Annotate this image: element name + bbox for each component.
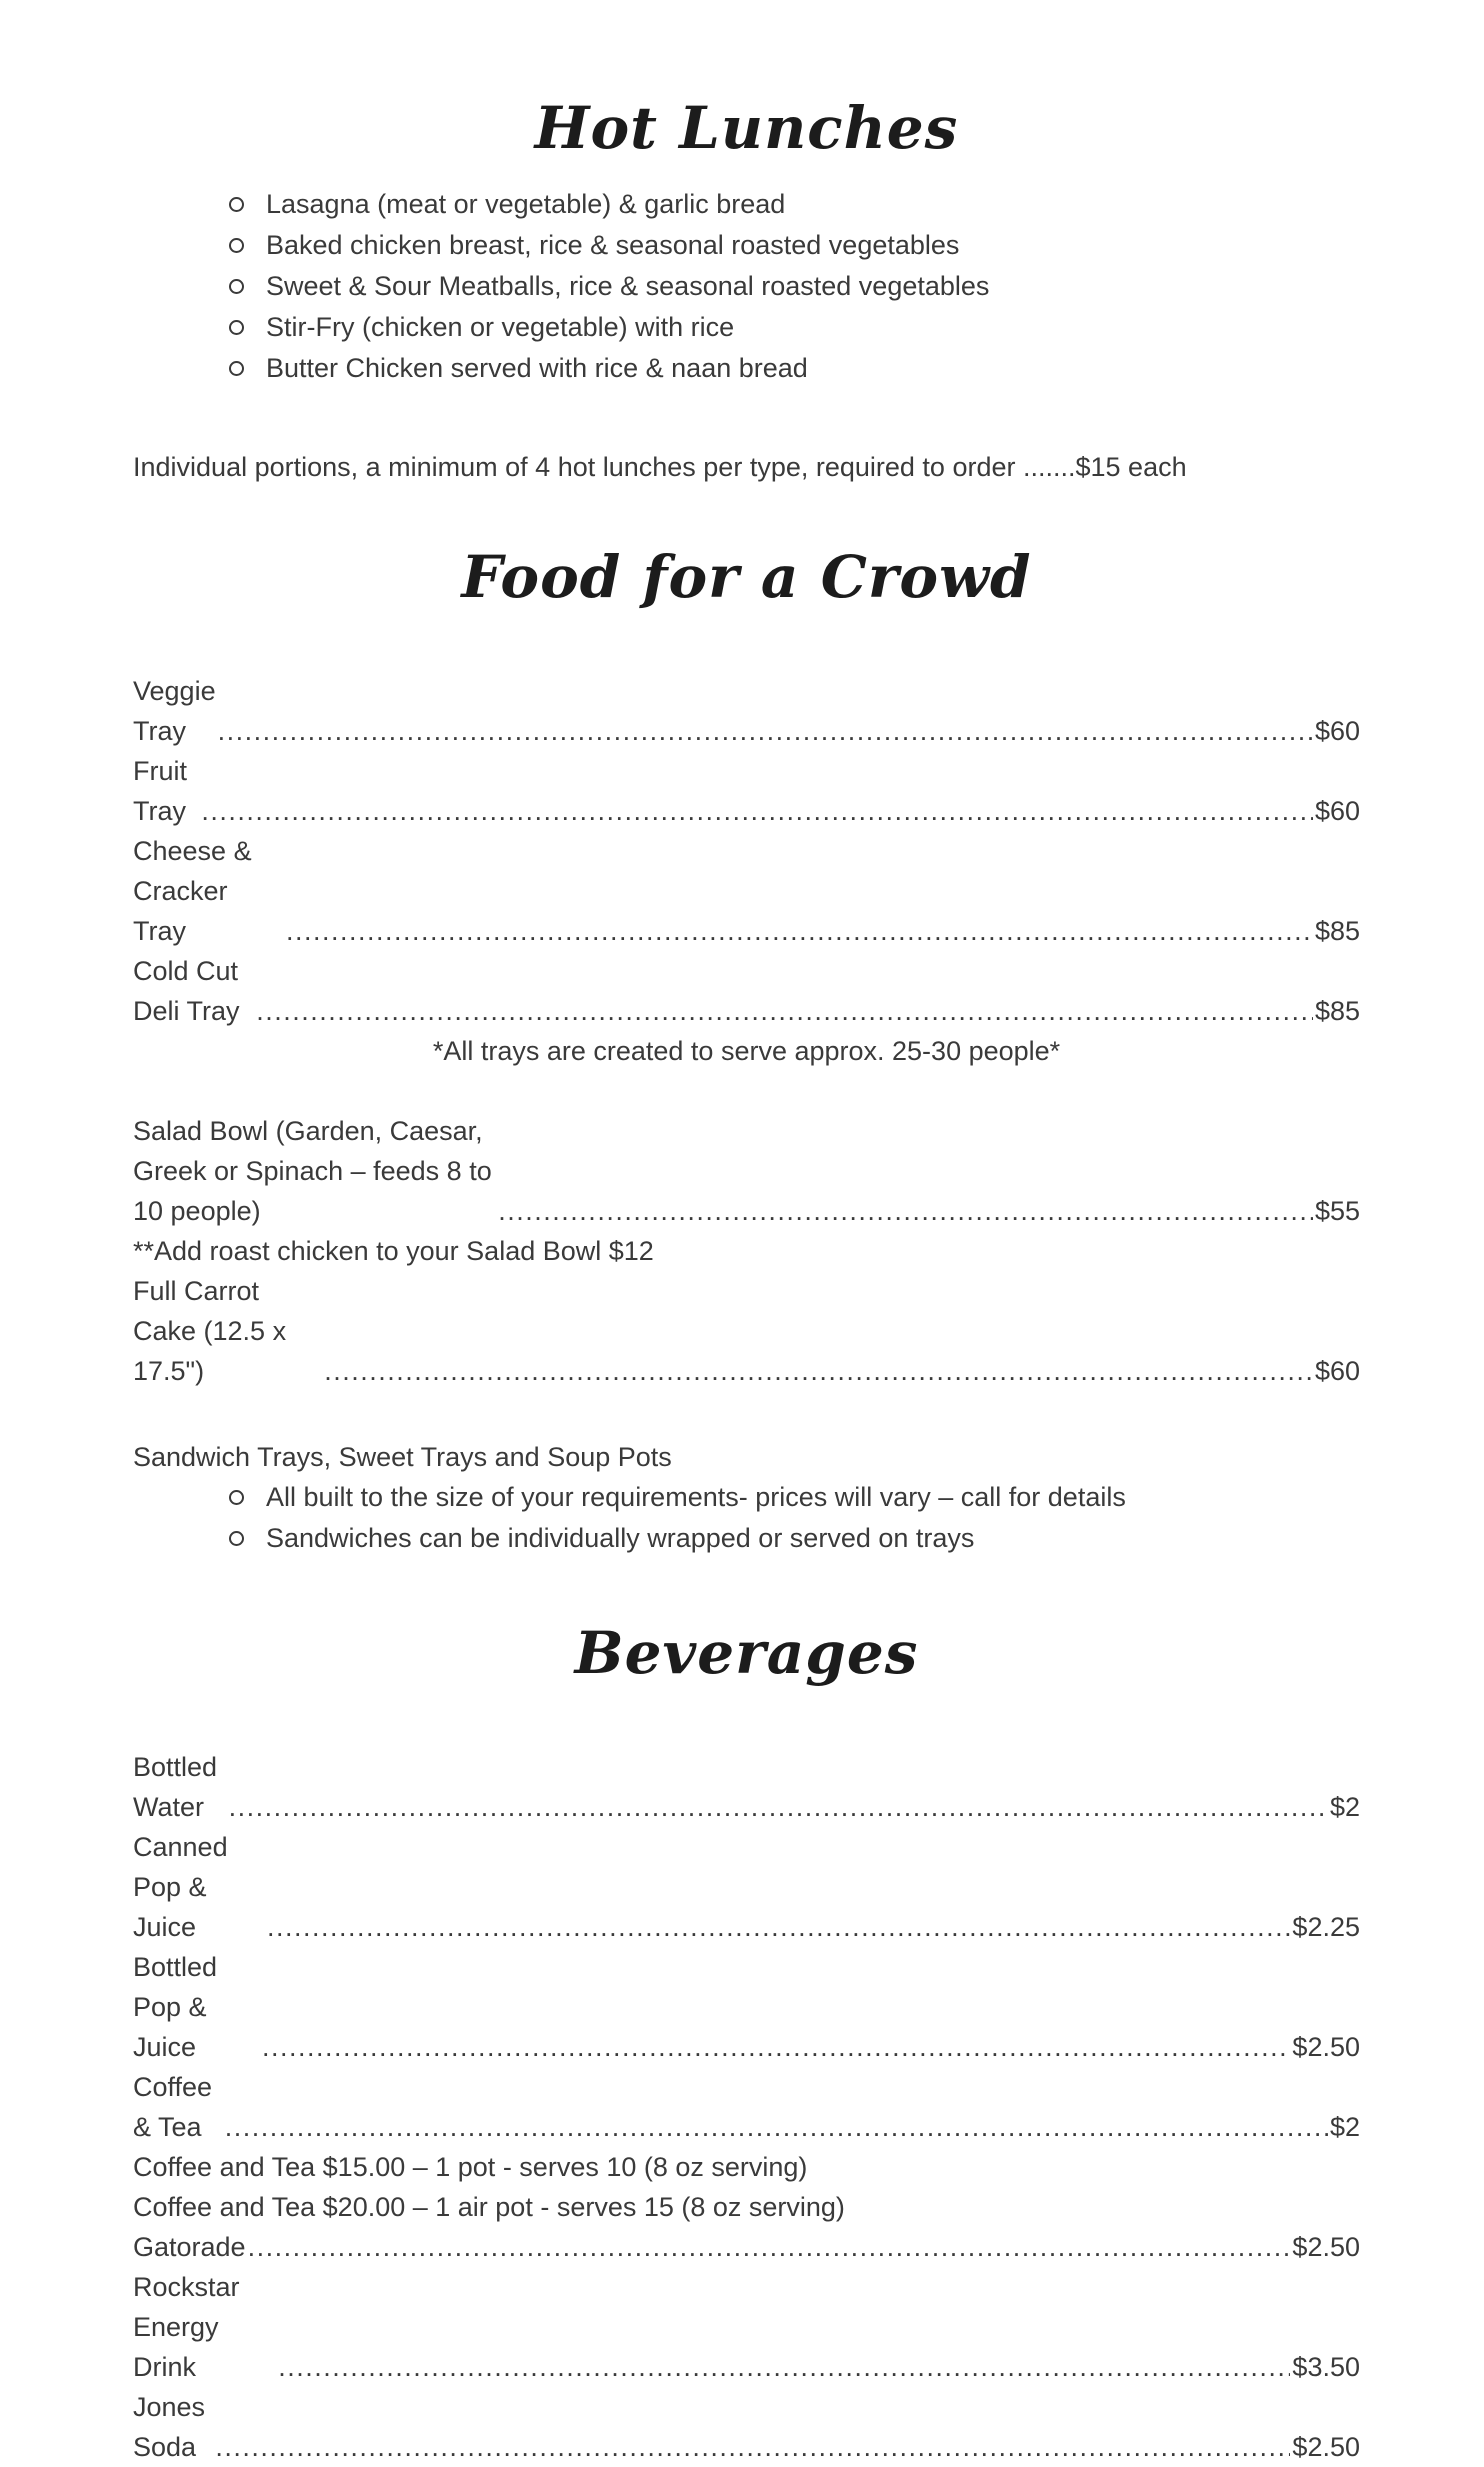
extra-price-list bbox=[133, 1111, 1360, 1391]
custom-order-item-label: Sandwiches can be individually wrapped or served on trays bbox=[266, 1523, 975, 1553]
section-food-for-a-crowd bbox=[133, 541, 1360, 1559]
spacer bbox=[133, 1391, 1360, 1437]
hot-lunch-item-label: Lasagna (meat or vegetable) & garlic bread bbox=[266, 189, 786, 219]
item-price: $60 bbox=[1314, 716, 1360, 746]
hot-lunch-item bbox=[133, 307, 1360, 348]
item-label: Bottled Water bbox=[133, 1752, 225, 1822]
item-price: $60 bbox=[1314, 796, 1360, 826]
dot-leader bbox=[498, 1191, 1313, 1231]
item-label: **Add roast chicken to your Salad Bowl $12 bbox=[133, 1236, 654, 1266]
item-label: Bottled Pop & Juice bbox=[133, 1952, 225, 2062]
dot-leader bbox=[324, 1351, 1313, 1391]
price-row bbox=[133, 1271, 1360, 1391]
item-label: Veggie Tray bbox=[133, 676, 223, 746]
dot-leader bbox=[218, 711, 1313, 751]
hot-lunch-item bbox=[133, 225, 1360, 266]
dot-leader bbox=[286, 911, 1313, 951]
item-label: Coffee and Tea $15.00 – 1 pot - serves 10 (8 oz serving) bbox=[133, 2152, 808, 2182]
section-hot-lunches bbox=[133, 92, 1360, 487]
hot-lunch-item-label: Baked chicken breast, rice & seasonal roasted vegetables bbox=[266, 230, 960, 260]
item-label: Coffee and Tea $20.00 – 1 air pot - serves 15 (8 oz serving) bbox=[133, 2192, 845, 2222]
item-price: $2.50 bbox=[1292, 2032, 1360, 2062]
price-row bbox=[133, 671, 1360, 751]
hot-lunches-list bbox=[133, 184, 1360, 389]
item-label: Fruit Tray bbox=[133, 756, 195, 826]
spacer bbox=[133, 1071, 1360, 1111]
tray-serving-note: *All trays are created to serve approx. 25-30 people* bbox=[432, 1036, 1061, 1066]
hot-lunch-item bbox=[133, 184, 1360, 225]
dot-leader bbox=[278, 2347, 1290, 2387]
item-price: $85 bbox=[1314, 996, 1360, 1026]
circle-bullet-icon bbox=[229, 197, 244, 212]
item-label: Cheese & Cracker Tray bbox=[133, 836, 260, 946]
price-row bbox=[133, 1111, 1360, 1231]
item-price: $2.50 bbox=[1292, 2432, 1360, 2462]
hot-lunch-item-label: Stir-Fry (chicken or vegetable) with rice bbox=[266, 312, 735, 342]
custom-orders-list bbox=[133, 1477, 1360, 1559]
hot-lunch-item-label: Sweet & Sour Meatballs, rice & seasonal roasted vegetables bbox=[266, 271, 990, 301]
hot-lunch-item bbox=[133, 266, 1360, 307]
price-row bbox=[133, 2387, 1360, 2467]
dot-leader bbox=[225, 2107, 1328, 2147]
price-row bbox=[133, 951, 1360, 1031]
order-note-price: $15 each bbox=[1075, 452, 1187, 482]
dot-leader bbox=[229, 1787, 1328, 1827]
dot-leader bbox=[248, 2227, 1291, 2267]
price-row bbox=[133, 2227, 1360, 2267]
order-note-text: Individual portions, a minimum of 4 hot lunches per type, required to order bbox=[133, 452, 1023, 482]
item-price: $55 bbox=[1314, 1196, 1360, 1226]
price-row bbox=[133, 751, 1360, 831]
section-beverages bbox=[133, 1617, 1360, 2467]
custom-order-item bbox=[133, 1477, 1360, 1518]
item-label: Rockstar Energy Drink bbox=[133, 2272, 248, 2382]
custom-orders-header: Sandwich Trays, Sweet Trays and Soup Pots bbox=[133, 1442, 672, 1472]
hot-lunches-title: Hot Lunches bbox=[534, 94, 959, 162]
circle-bullet-icon bbox=[229, 1490, 244, 1505]
price-row bbox=[133, 2187, 1360, 2227]
price-row bbox=[133, 1947, 1360, 2067]
dot-leader bbox=[201, 791, 1313, 831]
food-for-a-crowd-title: Food for a Crowd bbox=[461, 543, 1032, 611]
item-price: $85 bbox=[1314, 916, 1360, 946]
item-label: Jones Soda bbox=[133, 2392, 213, 2462]
price-row bbox=[133, 2147, 1360, 2187]
item-price: $2 bbox=[1329, 1792, 1360, 1822]
item-price: $2.50 bbox=[1292, 2232, 1360, 2262]
tray-price-list bbox=[133, 671, 1360, 1031]
circle-bullet-icon bbox=[229, 361, 244, 376]
item-price: $2.25 bbox=[1292, 1912, 1360, 1942]
beverages-title: Beverages bbox=[574, 1619, 919, 1687]
price-row bbox=[133, 2267, 1360, 2387]
circle-bullet-icon bbox=[229, 320, 244, 335]
item-label: Canned Pop & Juice bbox=[133, 1832, 236, 1942]
item-label: Coffee & Tea bbox=[133, 2072, 220, 2142]
item-price: $60 bbox=[1314, 1356, 1360, 1386]
price-row bbox=[133, 831, 1360, 951]
price-row bbox=[133, 1827, 1360, 1947]
item-price: $3.50 bbox=[1292, 2352, 1360, 2382]
custom-order-item bbox=[133, 1518, 1360, 1559]
item-label: Full Carrot Cake (12.5 x 17.5") bbox=[133, 1276, 294, 1386]
price-row bbox=[133, 1231, 1360, 1271]
circle-bullet-icon bbox=[229, 1531, 244, 1546]
hot-lunch-item-label: Butter Chicken served with rice & naan bread bbox=[266, 353, 808, 383]
price-row bbox=[133, 2067, 1360, 2147]
dot-leader bbox=[267, 1907, 1290, 1947]
custom-order-item-label: All built to the size of your requirements- prices will vary – call for details bbox=[266, 1482, 1126, 1512]
item-label: Salad Bowl (Garden, Caesar, Greek or Spinach – feeds 8 to 10 people) bbox=[133, 1116, 500, 1226]
item-label: Cold Cut Deli Tray bbox=[133, 956, 246, 1026]
order-note bbox=[133, 447, 1360, 487]
circle-bullet-icon bbox=[229, 238, 244, 253]
item-label: Gatorade bbox=[133, 2232, 246, 2262]
dot-leader bbox=[262, 2027, 1290, 2067]
beverage-price-list bbox=[133, 1747, 1360, 2467]
price-row bbox=[133, 1747, 1360, 1827]
hot-lunch-item bbox=[133, 348, 1360, 389]
dot-leader bbox=[256, 991, 1313, 1031]
order-note-dots: ....... bbox=[1022, 452, 1076, 482]
dot-leader bbox=[215, 2427, 1290, 2467]
item-price: $2 bbox=[1329, 2112, 1360, 2142]
circle-bullet-icon bbox=[229, 279, 244, 294]
